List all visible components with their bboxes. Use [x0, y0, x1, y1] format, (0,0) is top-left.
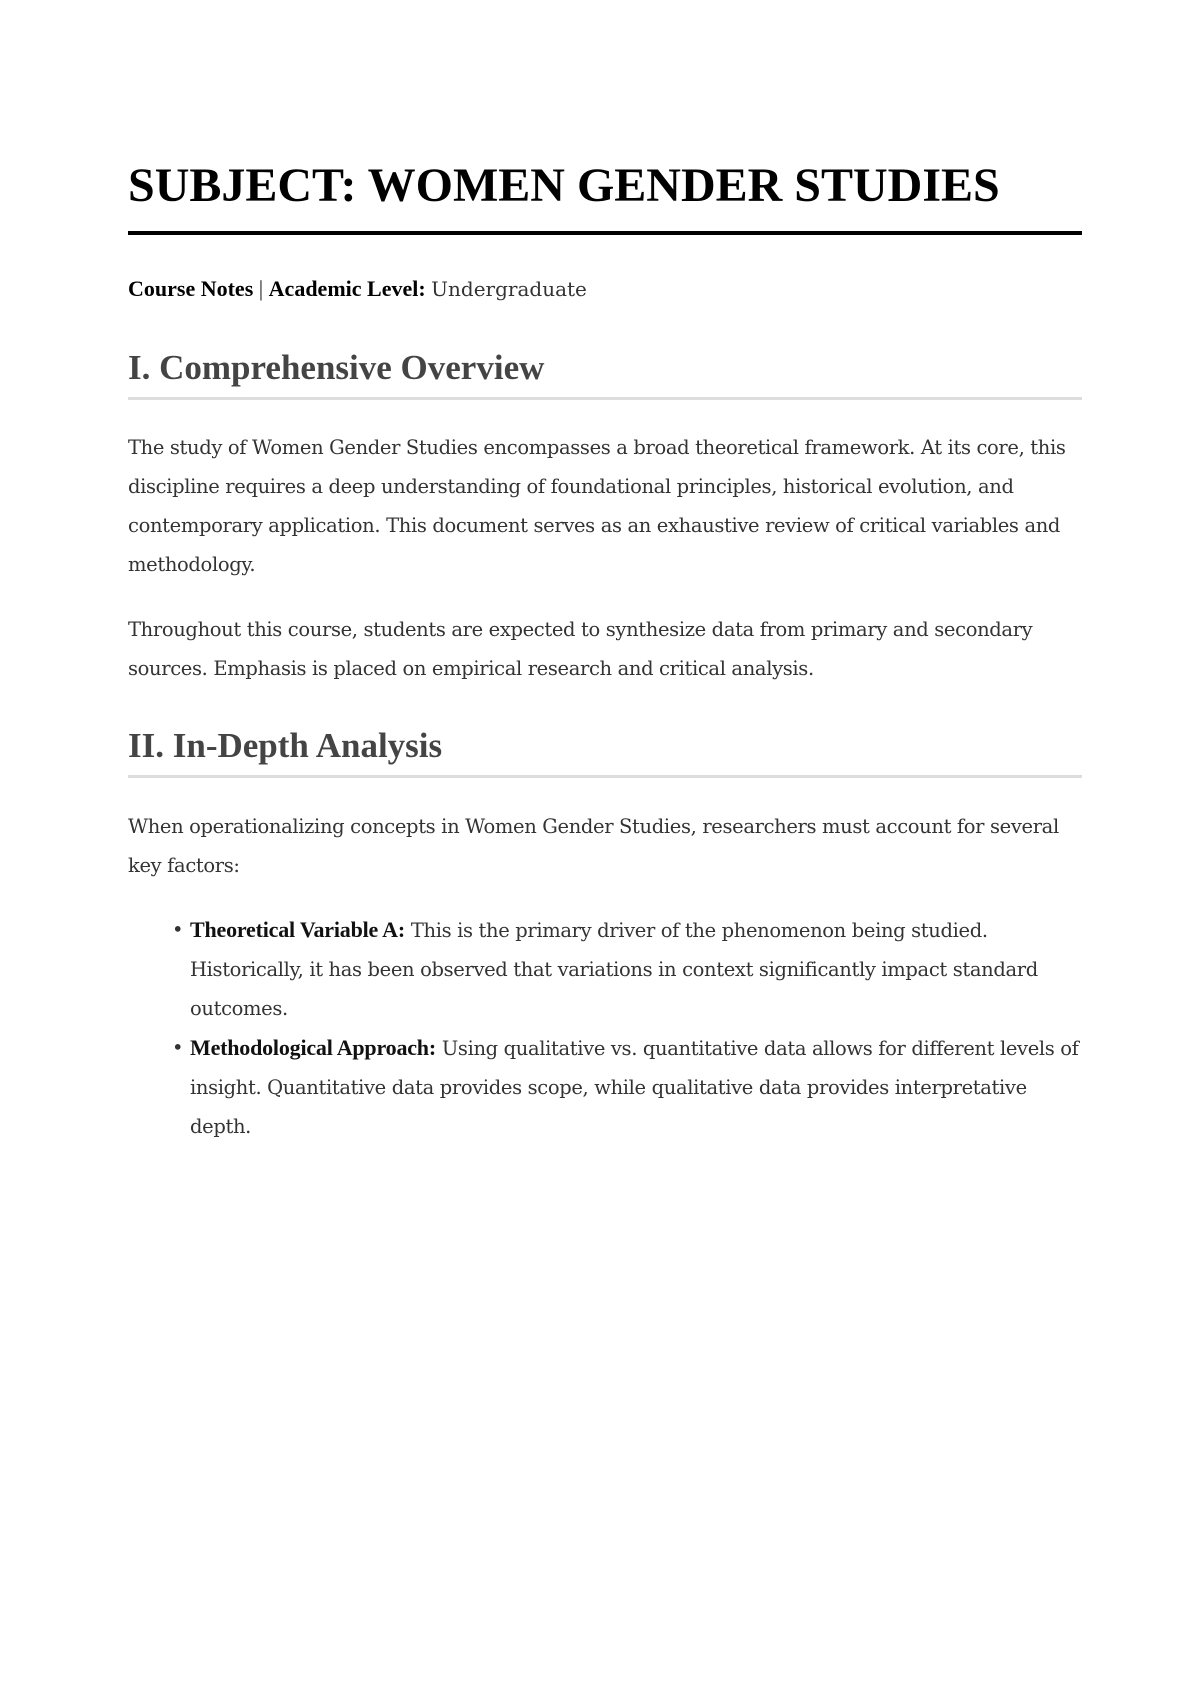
page-title: SUBJECT: WOMEN GENDER STUDIES — [128, 159, 1000, 212]
academic-level-value: Undergraduate — [431, 277, 587, 301]
course-meta — [128, 274, 587, 304]
bullet-text: This is the primary driver of the phenomenon being studied. Historically, it has been observed that variations in context significantly impact standard outcomes. — [190, 919, 1038, 1020]
meta-separator: | — [258, 276, 264, 301]
section-heading-overview: I. Comprehensive Overview — [128, 348, 545, 387]
title-divider — [128, 231, 1082, 235]
analysis-paragraph-1: When operationalizing concepts in Women Gender Studies, researchers must account for several key factors: — [128, 815, 1059, 877]
section-heading-analysis: II. In-Depth Analysis — [128, 726, 443, 765]
list-item — [188, 1028, 1082, 1146]
overview-paragraph-2: Throughout this course, students are expected to synthesize data from primary and secondary sources. Emphasis is placed on empirical research and critical analysis. — [128, 618, 1033, 680]
section-divider-analysis — [128, 775, 1082, 778]
list-item — [188, 910, 1082, 1028]
bullet-term: Methodological Approach: — [190, 1035, 436, 1060]
overview-paragraph-1: The study of Women Gender Studies encompasses a broad theoretical framework. At its core, this discipline requires a deep understanding of foundational principles, historical evolution, and contemporary application. This document serves as an exhaustive review of critical variables and methodology. — [128, 436, 1066, 576]
academic-level-label: Academic Level: — [268, 276, 426, 301]
section-divider-overview — [128, 397, 1082, 400]
key-factors-list — [188, 910, 1082, 1146]
bullet-text: Using qualitative vs. quantitative data allows for different levels of insight. Quantitative data provides scope, while qualitative data provides interpretative depth. — [190, 1037, 1079, 1138]
bullet-term: Theoretical Variable A: — [190, 917, 405, 942]
course-label: Course Notes — [128, 276, 254, 301]
